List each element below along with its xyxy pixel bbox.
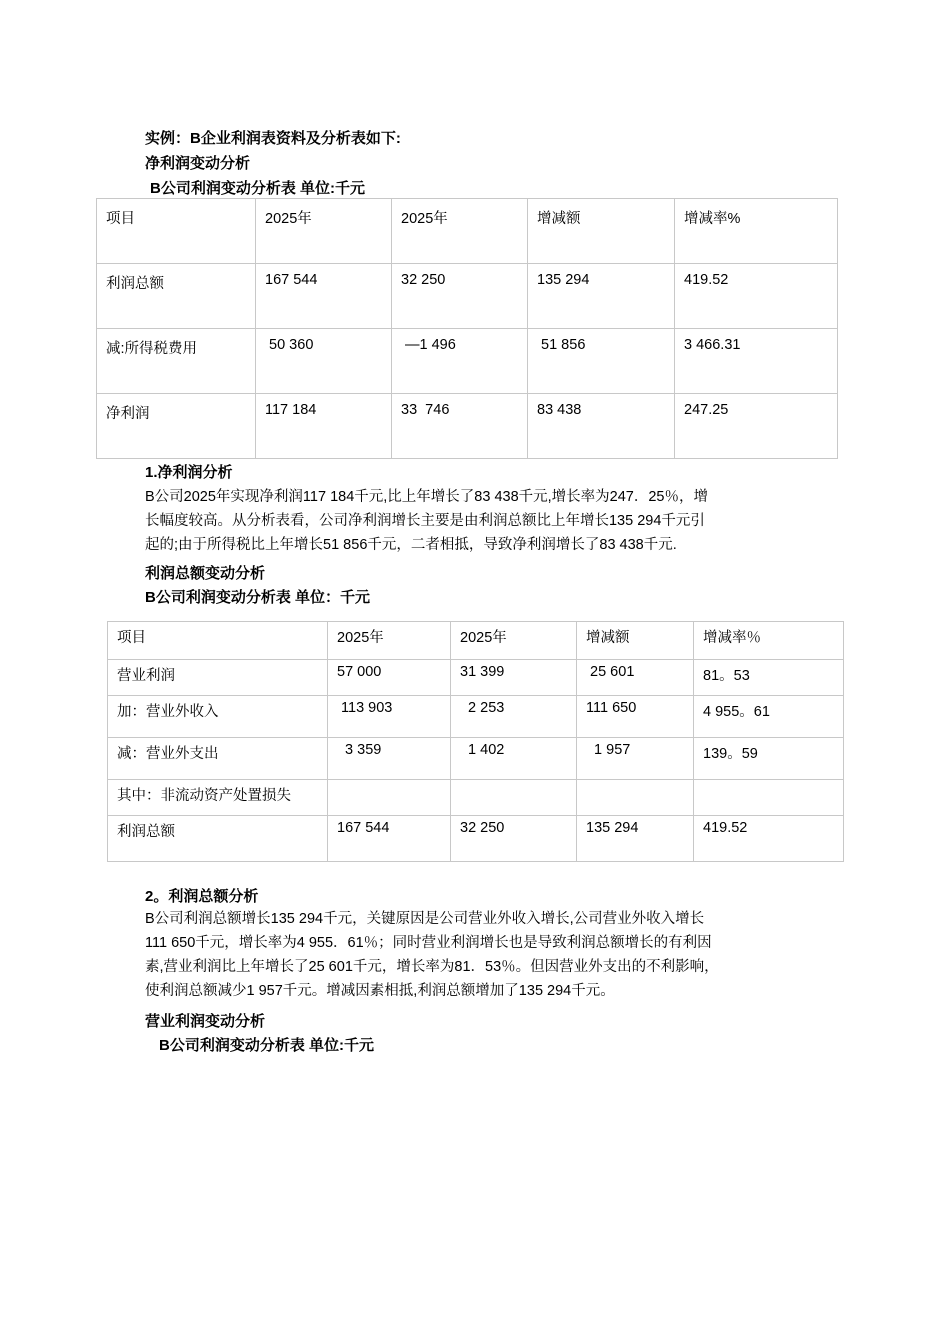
table-row xyxy=(108,780,844,816)
table-cell: 利润总额 xyxy=(108,816,328,862)
table-cell: 135 294 xyxy=(577,816,694,862)
table-cell: 2 253 xyxy=(451,696,577,738)
table-cell: 117 184 xyxy=(256,394,392,459)
table-cell: 139。59 xyxy=(694,738,844,780)
paragraph-line: 起的;由于所得税比上年增长51 856千元，二者相抵，导致净利润增长了83 438千元. xyxy=(145,537,677,553)
table-cell: —1 496 xyxy=(392,329,528,394)
table-cell: 247.25 xyxy=(675,394,838,459)
table-row xyxy=(108,696,844,738)
table-cell: 营业利润 xyxy=(108,660,328,696)
section3-title: 营业利润变动分析 xyxy=(145,1013,266,1030)
section2-title: 利润总额变动分析 xyxy=(145,565,266,582)
header-cell: 项目 xyxy=(108,622,328,660)
table-cell: 3 359 xyxy=(328,738,451,780)
table-cell: 167 544 xyxy=(328,816,451,862)
table-cell: 51 856 xyxy=(528,329,675,394)
table-cell: 1 957 xyxy=(577,738,694,780)
paragraph-line: B公司利润总额增长135 294千元，关键原因是公司营业外收入增长,公司营业外收入增长 xyxy=(145,911,705,927)
table-cell: 25 601 xyxy=(577,660,694,696)
section3-table-caption: B公司利润变动分析表 单位:千元 xyxy=(159,1037,374,1054)
header-cell: 2025年 xyxy=(328,622,451,660)
section2-table-caption: B公司利润变动分析表 单位：千元 xyxy=(145,589,371,606)
table-row xyxy=(97,329,838,394)
table-row xyxy=(108,816,844,862)
table-cell xyxy=(577,780,694,816)
table-cell xyxy=(451,780,577,816)
table-cell: 111 650 xyxy=(577,696,694,738)
paragraph-line: 素,营业利润比上年增长了25 601千元，增长率为81．53％。但因营业外支出的不利影响， xyxy=(145,959,719,975)
table-row xyxy=(108,660,844,696)
total-profit-table xyxy=(107,621,844,862)
table-cell: 419.52 xyxy=(694,816,844,862)
table-cell xyxy=(694,780,844,816)
net-profit-analysis-title: 1.净利润分析 xyxy=(145,464,233,481)
table-cell: 32 250 xyxy=(451,816,577,862)
table-cell: 81。53 xyxy=(694,660,844,696)
table-cell: 减：营业外支出 xyxy=(108,738,328,780)
paragraph-line: B公司2025年实现净利润117 184千元,比上年增长了83 438千元,增长率为247．25％，增 xyxy=(145,489,708,505)
header-cell: 增减额 xyxy=(528,199,675,264)
table-row xyxy=(97,264,838,329)
table-cell: 其中：非流动资产处置损失 xyxy=(108,780,328,816)
total-profit-analysis-title: 2。利润总额分析 xyxy=(145,888,259,905)
table-cell: 32 250 xyxy=(392,264,528,329)
net-profit-table xyxy=(96,198,838,459)
table-cell: 83 438 xyxy=(528,394,675,459)
table-cell: 净利润 xyxy=(97,394,256,459)
table-cell: 50 360 xyxy=(256,329,392,394)
header-cell: 2025年 xyxy=(392,199,528,264)
header-cell: 项目 xyxy=(97,199,256,264)
header-cell: 2025年 xyxy=(451,622,577,660)
table-cell: 利润总额 xyxy=(97,264,256,329)
paragraph-line: 使利润总额减少1 957千元。增减因素相抵,利润总额增加了135 294千元。 xyxy=(145,983,615,999)
header-cell: 增减率% xyxy=(675,199,838,264)
table-cell: 加：营业外收入 xyxy=(108,696,328,738)
table-cell: 135 294 xyxy=(528,264,675,329)
section1-table-caption: B公司利润变动分析表 单位:千元 xyxy=(150,180,365,197)
table-cell: 419.52 xyxy=(675,264,838,329)
header-cell: 2025年 xyxy=(256,199,392,264)
table-cell: 57 000 xyxy=(328,660,451,696)
intro-heading: 实例：B企业利润表资料及分析表如下: xyxy=(145,130,401,147)
table-cell xyxy=(328,780,451,816)
table-row xyxy=(108,738,844,780)
header-cell: 增减额 xyxy=(577,622,694,660)
table-header-row xyxy=(108,622,844,660)
table-cell: 1 402 xyxy=(451,738,577,780)
total-profit-analysis-text xyxy=(145,907,811,1003)
paragraph-line: 长幅度较高。从分析表看，公司净利润增长主要是由利润总额比上年增长135 294千元引 xyxy=(145,513,705,529)
net-profit-analysis-text xyxy=(145,485,811,557)
table-cell: 4 955。61 xyxy=(694,696,844,738)
table-cell: 167 544 xyxy=(256,264,392,329)
table-row xyxy=(97,394,838,459)
table-cell: 减:所得税费用 xyxy=(97,329,256,394)
table-cell: 3 466.31 xyxy=(675,329,838,394)
table-cell: 33 746 xyxy=(392,394,528,459)
header-cell: 增减率％ xyxy=(694,622,844,660)
table-cell: 31 399 xyxy=(451,660,577,696)
paragraph-line: 111 650千元，增长率为4 955．61％；同时营业利润增长也是导致利润总额增长的有利因 xyxy=(145,935,712,951)
table-header-row xyxy=(97,199,838,264)
table-cell: 113 903 xyxy=(328,696,451,738)
section1-title: 净利润变动分析 xyxy=(145,155,251,172)
